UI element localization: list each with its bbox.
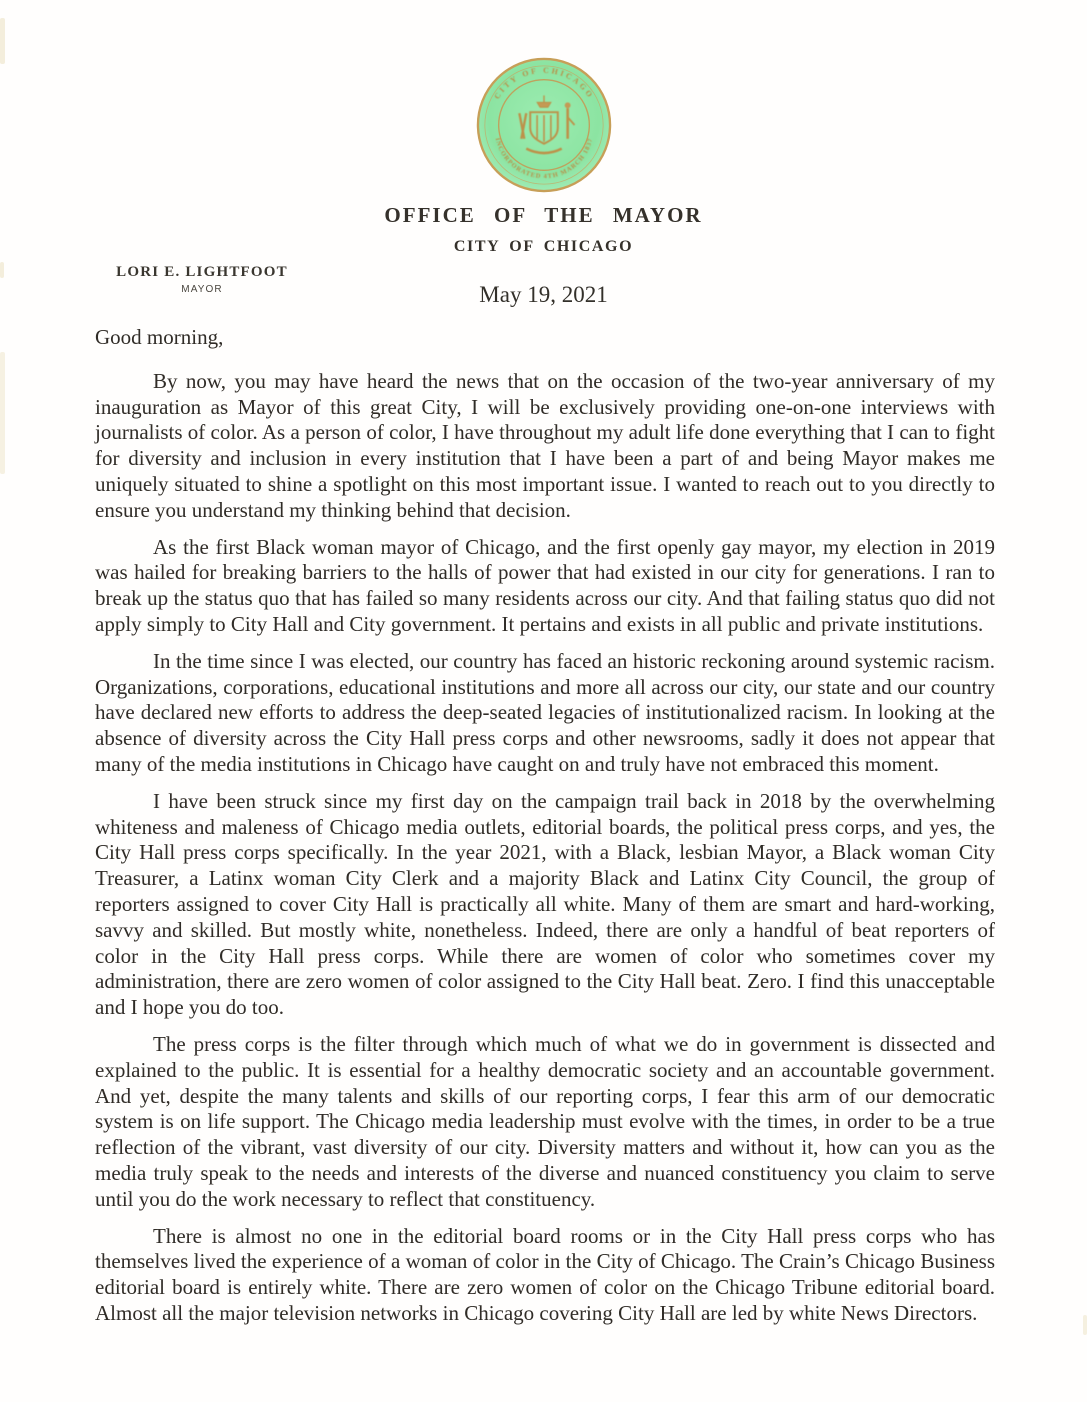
office-title: OFFICE OF THE MAYOR	[384, 203, 703, 227]
letter-body	[95, 325, 995, 1338]
seal-top-arc-text: CITY OF CHICAGO	[491, 65, 596, 101]
scan-artifact	[1083, 1315, 1087, 1335]
letter-paragraph-5: The press corps is the filter through which much of what we do in government is dissected and explained to the public. It is essential for a healthy democratic society and an accountable government. And yet, despite the many talents and skills of our reporting corps, I fear this arm of our democratic system is on life support. The Chicago media leadership must evolve with the times, in order to be a true reflection of the vibrant, vast diversity of our city. Diversity matters and without it, how can you as the media truly speak to the needs and interests of the diverse and nuanced constituency you claim to serve until you do the work necessary to reflect that constituency.	[95, 1031, 995, 1211]
salutation: Good morning,	[95, 325, 224, 349]
scan-artifact	[0, 352, 5, 474]
letter-paragraph-2: As the first Black woman mayor of Chicago, and the first openly gay mayor, my election in 2019 was hailed for breaking barriers to the halls of power that had existed in our city for generations. I ran to break up the status quo that has failed so many residents across our city. And that failing status quo did not apply simply to City Hall and City government. It pertains and exists in all public and private institutions.	[95, 534, 995, 636]
letter-paragraph-3: In the time since I was elected, our country has faced an historic reckoning around systemic racism. Organizations, corporations, educational institutions and more all across our city, our state and our country have declared new efforts to address the deep-seated legacies of institutionalized racism. In looking at the absence of diversity across the City Hall press corps and other newsrooms, sadly it does not appear that many of the media institutions in Chicago have caught on and truly have not embraced this moment.	[95, 648, 995, 776]
mayor-title: MAYOR	[181, 284, 223, 295]
letter-paragraph-4: I have been struck since my first day on the campaign trail back in 2018 by the overwhelming whiteness and maleness of Chicago media outlets, editorial boards, the political press corps, and yes, the City Hall press corps specifically. In the year 2021, with a Black, lesbian Mayor, a Black woman City Treasurer, a Latinx woman City Clerk and a majority Black and Latinx City Council, the group of reporters assigned to cover City Hall is practically all white. Many of them are smart and hard-working, savvy and skilled. But mostly white, nonetheless. Indeed, there are only a handful of beat reporters of color in the City Hall press corps. While there are women of color who sometimes cover my administration, there are zero women of color assigned to the City Hall beat. Zero. I find this unacceptable and I hope you do too.	[95, 788, 995, 1020]
letter-date: May 19, 2021	[479, 282, 608, 307]
mayor-name: LORI E. LIGHTFOOT	[116, 264, 288, 280]
seal-bottom-arc-text: INCORPORATED 4TH MARCH 1837	[493, 137, 594, 181]
letter-paragraph-6: There is almost no one in the editorial board rooms or in the City Hall press corps who has themselves lived the experience of a woman of color in the City of Chicago. The Crain’s Chicago Business editorial board is entirely white. There are zero women of color on the Chicago Tribune editorial board. Almost all the major television networks in Chicago covering City Hall are led by white News Directors.	[95, 1223, 995, 1325]
letter-paragraph-1: By now, you may have heard the news that on the occasion of the two-year anniversary of my inauguration as Mayor of this great City, I will be exclusively providing one-on-one interviews with journalists of color. As a person of color, I have throughout my adult life done everything that I can to fight for diversity and inclusion in every institution that I have been a part of and being Mayor makes me uniquely situated to shine a spotlight on this most important issue. I wanted to reach out to you directly to ensure you understand my thinking behind that decision.	[95, 368, 995, 522]
scan-artifact	[0, 262, 4, 278]
scan-artifact	[0, 18, 5, 64]
city-subtitle: CITY OF CHICAGO	[453, 238, 634, 255]
city-of-chicago-seal-icon	[475, 56, 613, 194]
